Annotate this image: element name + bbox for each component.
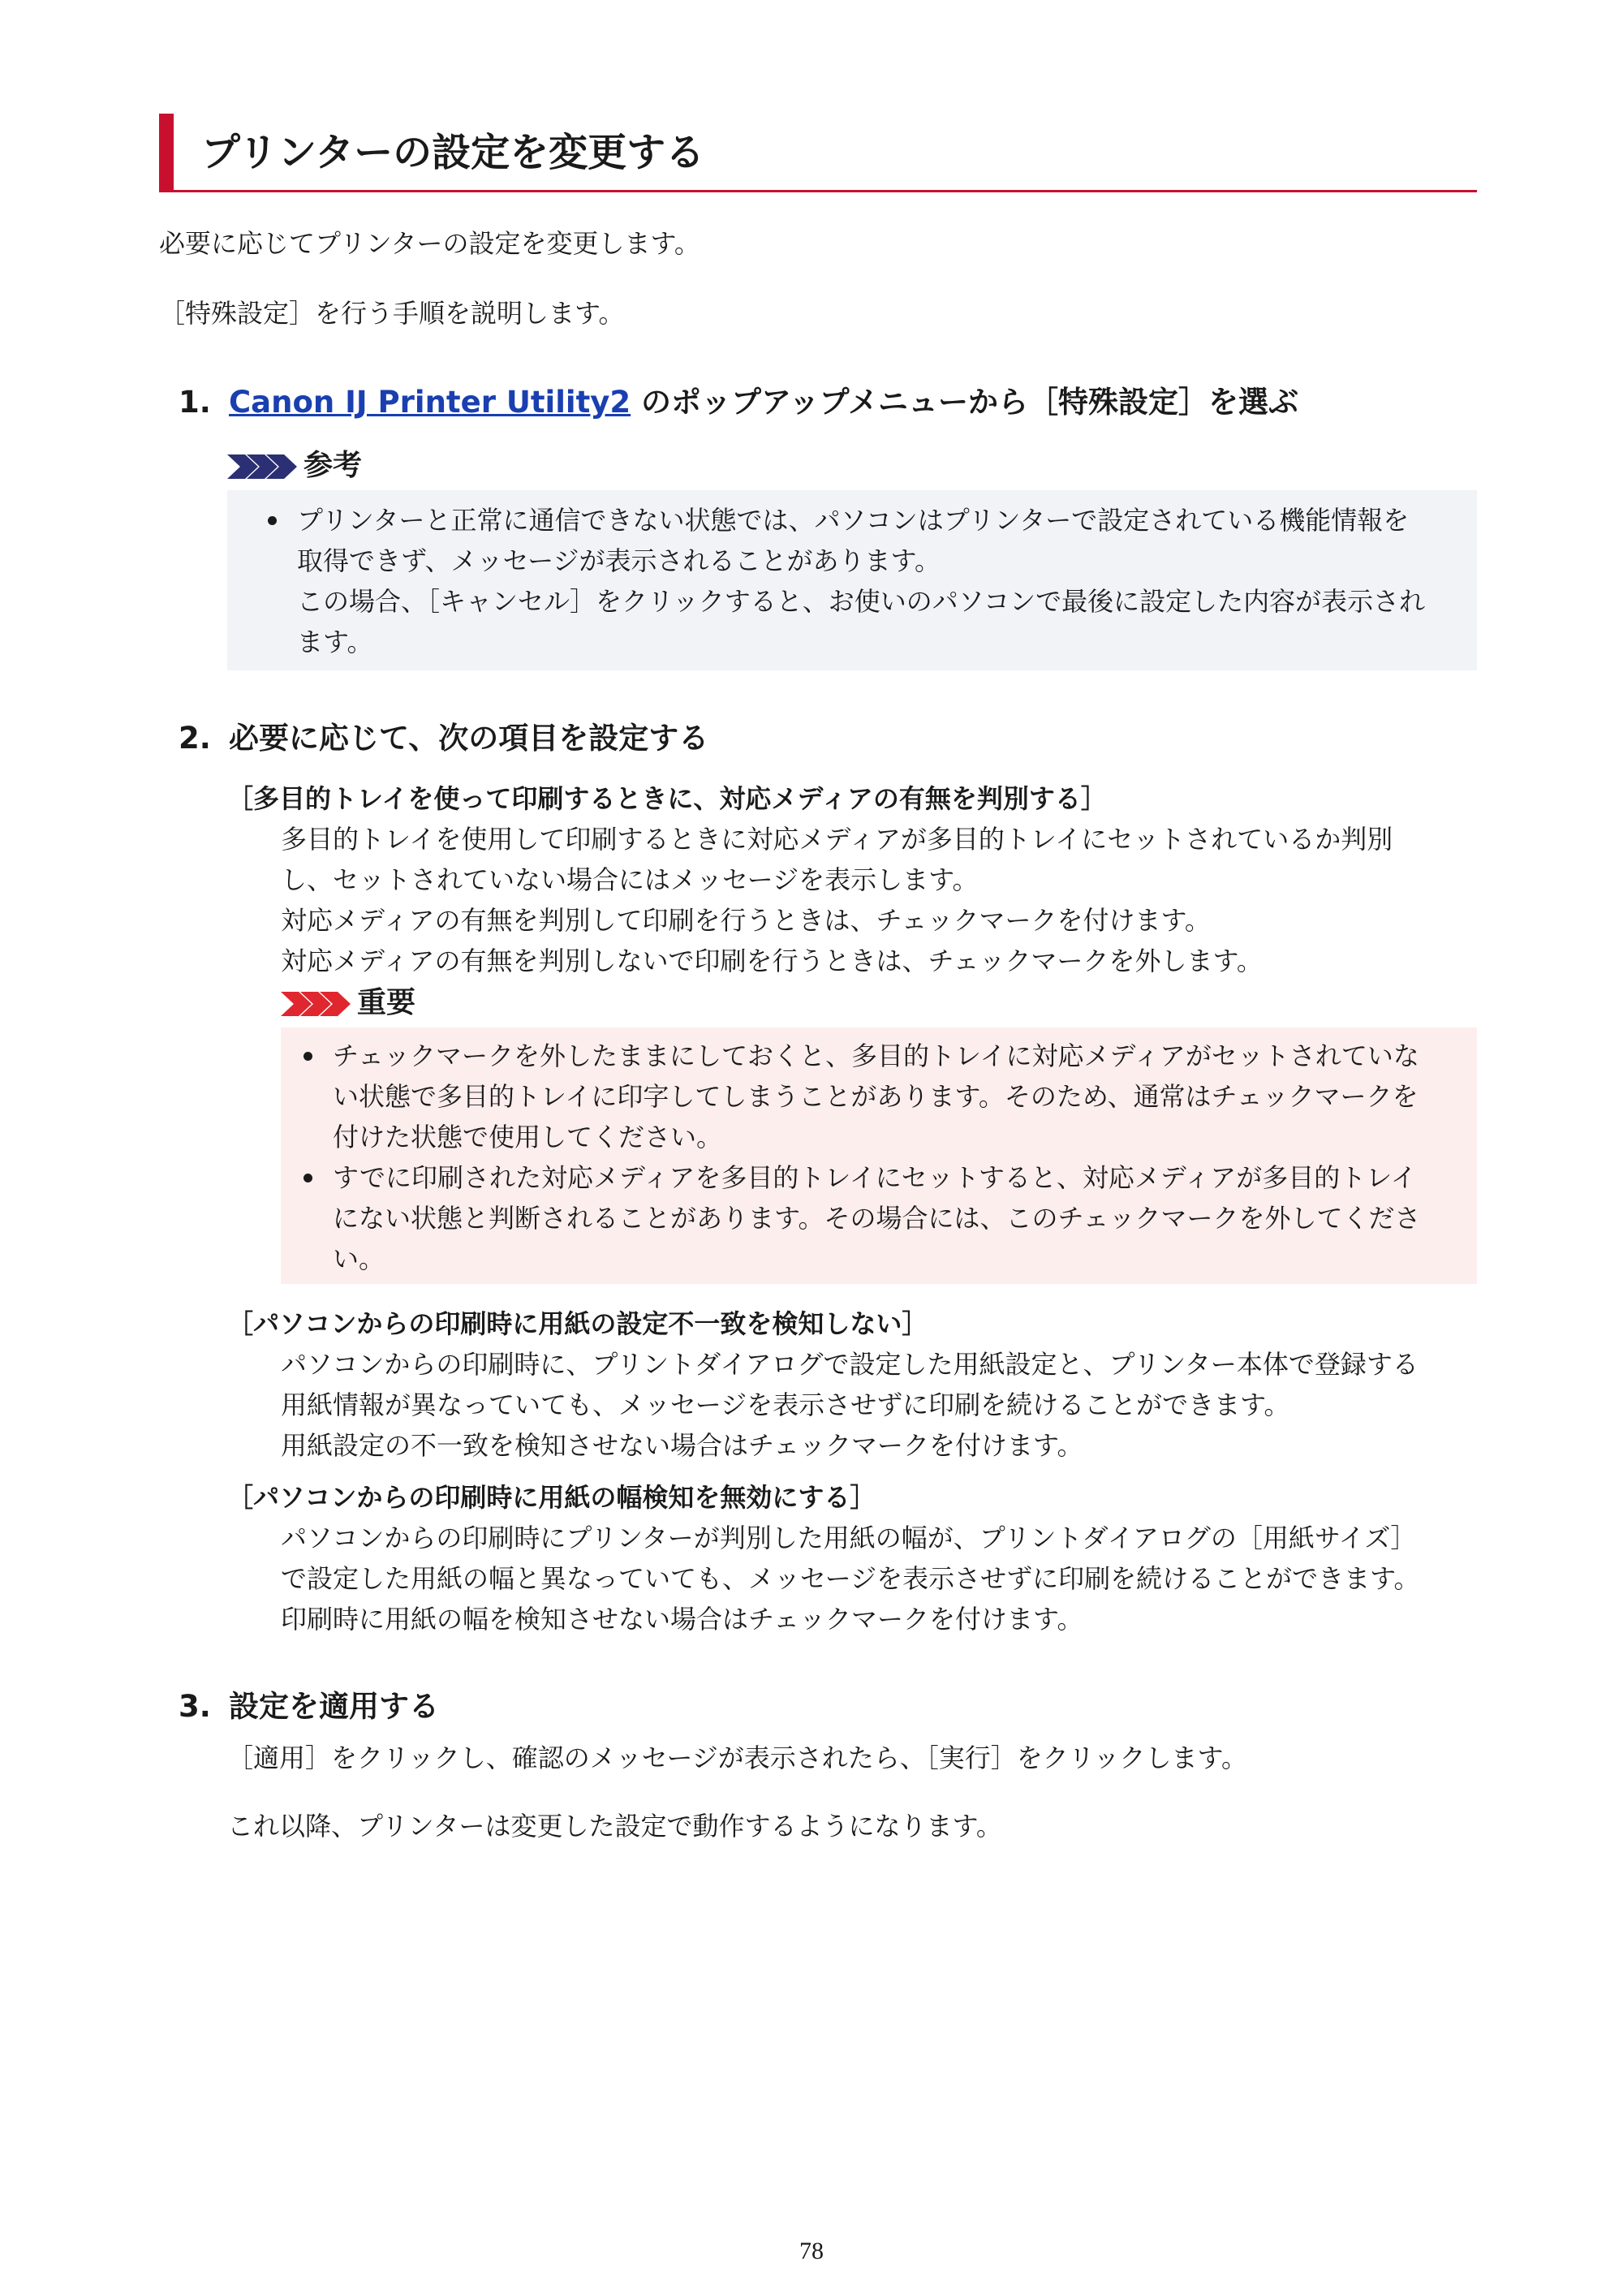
- item-1-body: [281, 819, 1393, 981]
- step-3-line-1: ［適用］をクリックし、確認のメッセージが表示されたら、［実行］をクリックします。: [227, 1742, 1247, 1773]
- reference-line-2: 取得できず、メッセージが表示されることがあります。: [297, 545, 941, 576]
- bullet-dot: [304, 1174, 312, 1182]
- reference-label: 参考: [304, 449, 363, 482]
- step-3-line-2: これ以降、プリンターは変更した設定で動作するようになります。: [227, 1811, 1002, 1842]
- item-2-title: ［パソコンからの印刷時に用紙の設定不一致を検知しない］: [227, 1308, 928, 1339]
- title-accent-bar: [159, 114, 174, 190]
- step-3-heading: [179, 1686, 439, 1727]
- important-2-line-1: すでに印刷された対応メディアを多目的トレイにセットすると、対応メディアが多目的トレイ: [333, 1162, 1417, 1193]
- intro-line-2: ［特殊設定］を行う手順を説明します。: [159, 298, 625, 329]
- important-1-line-3: 付けた状態で使用してください。: [333, 1122, 723, 1152]
- important-2-line-2: にない状態と判断されることがあります。その場合には、このチェックマークを外してくださ: [333, 1203, 1421, 1234]
- reference-line-1: プリンターと正常に通信できない状態では、パソコンはプリンターで設定されている機能情報を: [297, 505, 1410, 536]
- step-1-text: のポップアップメニューから［特殊設定］を選ぶ: [631, 385, 1298, 420]
- item-2-line-3: 用紙設定の不一致を検知させない場合はチェックマークを付けます。: [281, 1430, 1083, 1461]
- important-heading: [281, 984, 415, 1023]
- item-2-body: [281, 1344, 1419, 1466]
- step-1-heading: [179, 382, 1298, 423]
- reference-heading: [227, 446, 362, 485]
- item-1-line-1: 多目的トレイを使用して印刷するときに対応メディアが多目的トレイにセットされているか判別: [281, 824, 1393, 855]
- step-3-number: 3.: [179, 1689, 211, 1724]
- item-3-body: [281, 1518, 1420, 1639]
- item-2-line-1: パソコンからの印刷時に、プリントダイアログで設定した用紙設定と、プリンター本体で登録する: [281, 1349, 1419, 1380]
- important-2-line-3: い。: [333, 1243, 385, 1274]
- item-3-line-1: パソコンからの印刷時にプリンターが判別した用紙の幅が、プリントダイアログの［用紙サイズ］: [281, 1523, 1417, 1553]
- item-2-line-2: 用紙情報が異なっていても、メッセージを表示させずに印刷を続けることができます。: [281, 1389, 1290, 1420]
- page-title: プリンターの設定を変更する: [201, 130, 705, 175]
- item-1-line-3: 対応メディアの有無を判別して印刷を行うときは、チェックマークを付けます。: [281, 905, 1211, 936]
- important-1-line-1: チェックマークを外したままにしておくと、多目的トレイに対応メディアがセットされていな: [333, 1040, 1419, 1071]
- item-1-line-2: し、セットされていない場合にはメッセージを表示します。: [281, 864, 979, 895]
- page-number: 78: [799, 2238, 824, 2264]
- reference-chevrons-icon: [227, 454, 297, 479]
- step-2-number: 2.: [179, 721, 211, 756]
- step-2-heading: [179, 718, 708, 759]
- item-1-title: ［多目的トレイを使って印刷するときに、対応メディアの有無を判別する］: [227, 783, 1107, 814]
- item-3-title: ［パソコンからの印刷時に用紙の幅検知を無効にする］: [227, 1482, 876, 1513]
- step-3-text: 設定を適用する: [229, 1689, 439, 1724]
- bullet-dot: [304, 1052, 312, 1061]
- step-1-number: 1.: [179, 385, 211, 420]
- important-1-line-2: い状態で多目的トレイに印字してしまうことがあります。そのため、通常はチェックマークを: [333, 1081, 1419, 1112]
- item-3-line-2: で設定した用紙の幅と異なっていても、メッセージを表示させずに印刷を続けることができます。: [281, 1563, 1420, 1594]
- item-3-line-3: 印刷時に用紙の幅を検知させない場合はチェックマークを付けます。: [281, 1604, 1083, 1635]
- reference-line-4: ます。: [297, 627, 373, 657]
- utility-link[interactable]: Canon IJ Printer Utility2: [229, 385, 631, 420]
- item-1-line-4: 対応メディアの有無を判別しないで印刷を行うときは、チェックマークを外します。: [281, 946, 1263, 976]
- page-title-block: [159, 114, 1477, 192]
- reference-line-3: この場合、［キャンセル］をクリックすると、お使いのパソコンで最後に設定した内容が表示され: [297, 586, 1426, 617]
- intro-line-1: 必要に応じてプリンターの設定を変更します。: [159, 228, 700, 259]
- important-label: 重要: [357, 986, 416, 1019]
- important-chevrons-icon: [281, 992, 351, 1016]
- step-2-text: 必要に応じて、次の項目を設定する: [229, 721, 709, 756]
- bullet-dot: [268, 516, 277, 525]
